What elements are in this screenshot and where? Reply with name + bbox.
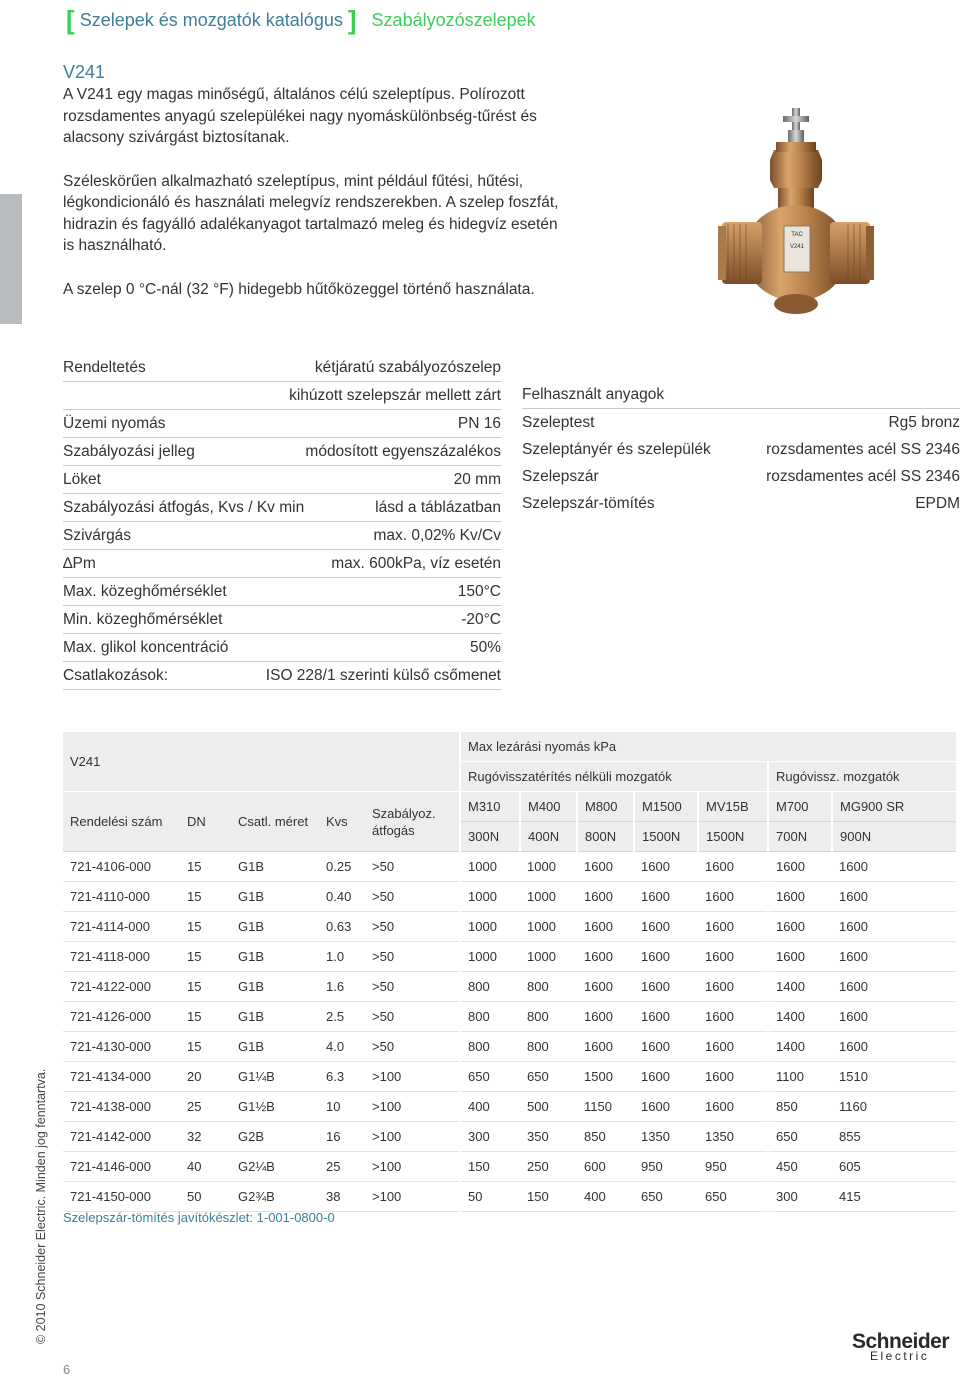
table-row (63, 912, 956, 942)
table-cell: 500 (520, 1092, 577, 1122)
table-cell: 415 (832, 1182, 956, 1212)
table-cell: >100 (365, 1182, 460, 1212)
spec-value: 50% (469, 639, 501, 656)
description-paragraph: A szelep 0 °C-nál (32 °F) hidegebb hűtőközeggel történő használata. (63, 280, 535, 298)
table-cell: 450 (768, 1152, 832, 1182)
table-cell: 800 (520, 972, 577, 1002)
table-cell: 150 (520, 1182, 577, 1212)
table-cell: 1600 (698, 1032, 768, 1062)
col-order-number: Rendelési szám (63, 792, 180, 852)
table-cell: G1B (231, 1032, 319, 1062)
table-cell: 650 (768, 1122, 832, 1152)
table-cell: 1600 (698, 852, 768, 882)
table-cell: G1B (231, 972, 319, 1002)
table-cell: 1000 (520, 882, 577, 912)
table-cell: 1510 (832, 1062, 956, 1092)
repair-kit-note: Szelepszár-tömítés javítókészlet: 1-001-0800-0 (63, 1210, 335, 1225)
table-cell: 15 (180, 912, 231, 942)
table-cell: 1600 (698, 1092, 768, 1122)
spec-label: Löket (63, 471, 101, 488)
spec-value: max. 0,02% Kv/Cv (373, 527, 501, 544)
material-label: Szelepszár-tömítés (522, 495, 655, 512)
table-cell: 1350 (698, 1122, 768, 1152)
table-row (63, 1062, 956, 1092)
actuator-force: 300N (460, 822, 520, 852)
table-cell: 15 (180, 852, 231, 882)
spec-table (63, 355, 501, 691)
header-bracket-open: [ (66, 5, 75, 35)
description-paragraph: Széleskörűen alkalmazható szeleptípus, mint például fűtési, hűtési, légkondicionáló és használati melegvíz rendszerekben. A szelep foszfát, hidrazin és fagyálló adalékanyagot tartalmazó meleg és hidegvíz esetén is használható. (63, 172, 559, 254)
table-cell: 1600 (577, 1032, 634, 1062)
table-cell: 1.6 (319, 972, 365, 1002)
materials-table (522, 382, 960, 518)
table-cell: 1600 (768, 942, 832, 972)
materials-title-row (522, 382, 960, 409)
table-cell: >50 (365, 1032, 460, 1062)
table-row (63, 1182, 956, 1212)
spec-label: Max. glikol koncentráció (63, 639, 229, 656)
valve-label-code: V241 (789, 244, 805, 250)
actuator-name: M700 (768, 792, 832, 822)
table-cell: 1000 (460, 942, 520, 972)
spec-value: max. 600kPa, víz esetén (331, 555, 501, 572)
table-cell: 1350 (634, 1122, 698, 1152)
table-cell: 40 (180, 1152, 231, 1182)
actuator-force: 900N (832, 822, 956, 852)
table-cell: 1600 (768, 912, 832, 942)
table-cell: >50 (365, 882, 460, 912)
table-cell: 850 (768, 1092, 832, 1122)
table-cell: 20 (180, 1062, 231, 1092)
table-cell: 25 (319, 1152, 365, 1182)
material-value: Rg5 bronz (888, 414, 960, 431)
table-cell: 800 (520, 1032, 577, 1062)
table-cell: 38 (319, 1182, 365, 1212)
order-table (63, 732, 956, 1212)
actuator-force: 700N (768, 822, 832, 852)
table-cell: 650 (520, 1062, 577, 1092)
table-cell: 600 (577, 1152, 634, 1182)
table-cell: 15 (180, 942, 231, 972)
table-cell: 10 (319, 1092, 365, 1122)
table-row (63, 1092, 956, 1122)
table-cell: G1B (231, 942, 319, 972)
table-cell: 721-4142-000 (63, 1122, 180, 1152)
table-cell: 400 (577, 1182, 634, 1212)
spring-group-header: Rugóvissz. mozgatók (768, 762, 956, 792)
table-cell: 1600 (634, 882, 698, 912)
spec-label: Min. közeghőmérséklet (63, 611, 223, 628)
table-cell: 0.40 (319, 882, 365, 912)
table-cell: 4.0 (319, 1032, 365, 1062)
product-description (63, 84, 563, 322)
table-cell: 650 (460, 1062, 520, 1092)
table-cell: 721-4118-000 (63, 942, 180, 972)
table-cell: 15 (180, 1002, 231, 1032)
actuator-force: 400N (520, 822, 577, 852)
table-cell: 15 (180, 1032, 231, 1062)
table-cell: 721-4106-000 (63, 852, 180, 882)
material-value: EPDM (915, 495, 960, 512)
table-cell: 1600 (698, 1002, 768, 1032)
table-row (63, 942, 956, 972)
table-cell: >50 (365, 1002, 460, 1032)
material-label: Szeleptest (522, 414, 595, 431)
table-cell: 1600 (832, 882, 956, 912)
material-value: rozsdamentes acél SS 2346 (766, 468, 960, 485)
spec-label: Rendeltetés (63, 359, 146, 376)
spec-row (63, 607, 501, 634)
table-cell: G1B (231, 1002, 319, 1032)
table-cell: 15 (180, 972, 231, 1002)
table-cell: 400 (460, 1092, 520, 1122)
col-dn: DN (180, 792, 231, 852)
spec-value: 20 mm (453, 471, 501, 488)
col-connection: Csatl. méret (231, 792, 319, 852)
table-cell: 1600 (832, 1002, 956, 1032)
table-cell: 1150 (577, 1092, 634, 1122)
material-label: Szelepszár (522, 468, 599, 485)
spec-value: kétjáratú szabályozószelep (314, 359, 501, 376)
table-cell: 721-4110-000 (63, 882, 180, 912)
table-cell: >100 (365, 1122, 460, 1152)
table-cell: 721-4134-000 (63, 1062, 180, 1092)
actuator-name: M400 (520, 792, 577, 822)
spec-row (63, 523, 501, 550)
table-cell: 1600 (832, 912, 956, 942)
table-cell: 1600 (634, 942, 698, 972)
table-cell: 32 (180, 1122, 231, 1152)
table-cell: 721-4130-000 (63, 1032, 180, 1062)
spec-label: Szivárgás (63, 527, 132, 544)
spec-value: módosított egyenszázalékos (305, 443, 501, 460)
table-cell: 50 (180, 1182, 231, 1212)
copyright: © 2010 Schneider Electric. Minden jog fenntartva. (34, 1068, 48, 1344)
table-cell: 721-4126-000 (63, 1002, 180, 1032)
table-row (63, 1152, 956, 1182)
actuator-name: MG900 SR (832, 792, 956, 822)
spec-label: ∆Pm (63, 555, 96, 572)
table-cell: 250 (520, 1152, 577, 1182)
table-cell: 800 (460, 972, 520, 1002)
actuator-force: 1500N (698, 822, 768, 852)
max-pressure-header: Max lezárási nyomás kPa (460, 732, 956, 762)
table-cell: 1000 (460, 882, 520, 912)
table-cell: 721-4150-000 (63, 1182, 180, 1212)
table-cell: 1600 (832, 942, 956, 972)
table-cell: >100 (365, 1062, 460, 1092)
spec-row (63, 663, 501, 690)
table-product-name: V241 (63, 732, 460, 792)
description-paragraph: A V241 egy magas minőségű, általános célú szeleptípus. Polírozott rozsdamentes anyagú szelepülékei nagy nyomáskülönbség-tűrést és alacsony szivárgást biztosítanak. (63, 86, 537, 146)
spec-row (63, 355, 501, 382)
table-cell: G2B (231, 1122, 319, 1152)
actuator-name: MV15B (698, 792, 768, 822)
table-cell: 1600 (832, 1032, 956, 1062)
material-row (522, 410, 960, 436)
table-cell: 1600 (634, 972, 698, 1002)
table-cell: 15 (180, 882, 231, 912)
table-cell: 1.0 (319, 942, 365, 972)
col-kvs: Kvs (319, 792, 365, 852)
valve-label-brand: TAC (791, 232, 803, 238)
table-cell: 1000 (460, 852, 520, 882)
table-cell: 800 (520, 1002, 577, 1032)
table-cell: 605 (832, 1152, 956, 1182)
table-cell: 1600 (577, 912, 634, 942)
table-cell: 2.5 (319, 1002, 365, 1032)
table-cell: 50 (460, 1182, 520, 1212)
table-cell: 1400 (768, 1002, 832, 1032)
material-value: rozsdamentes acél SS 2346 (766, 441, 960, 458)
spec-row (63, 551, 501, 578)
spec-label: Szabályozási átfogás, Kvs / Kv min (63, 499, 305, 516)
table-cell: 1000 (520, 852, 577, 882)
table-cell: G2¾B (231, 1182, 319, 1212)
table-cell: 950 (698, 1152, 768, 1182)
table-cell: G1¼B (231, 1062, 319, 1092)
table-cell: 1600 (832, 852, 956, 882)
spec-row (63, 411, 501, 438)
section-title: Szabályozószelepek (371, 10, 536, 30)
header-bracket-close: ] (347, 5, 357, 35)
table-cell: 1600 (634, 1092, 698, 1122)
table-cell: 300 (460, 1122, 520, 1152)
table-cell: 6.3 (319, 1062, 365, 1092)
table-cell: 1600 (698, 882, 768, 912)
table-cell: >100 (365, 1092, 460, 1122)
spec-value: PN 16 (457, 415, 501, 432)
table-cell: 0.63 (319, 912, 365, 942)
table-cell: 1600 (768, 852, 832, 882)
table-cell: 150 (460, 1152, 520, 1182)
materials-title: Felhasznált anyagok (522, 386, 665, 403)
spec-value: lásd a táblázatban (375, 499, 501, 516)
product-title: V241 (63, 62, 106, 82)
page-header (66, 2, 536, 33)
table-cell: 1600 (634, 1002, 698, 1032)
table-cell: 850 (577, 1122, 634, 1152)
table-cell: 1000 (520, 912, 577, 942)
table-row (63, 972, 956, 1002)
spec-row (63, 467, 501, 494)
actuator-name: M310 (460, 792, 520, 822)
material-row (522, 437, 960, 463)
logo-sub: Electric (870, 1349, 930, 1363)
table-cell: 950 (634, 1152, 698, 1182)
table-cell: 1600 (634, 1062, 698, 1092)
catalog-title: Szelepek és mozgatók katalógus (79, 10, 343, 30)
table-cell: 1600 (698, 942, 768, 972)
table-cell: 1600 (698, 972, 768, 1002)
table-cell: 650 (634, 1182, 698, 1212)
side-marker (0, 194, 22, 324)
col-range: Szabályoz. átfogás (365, 792, 460, 852)
table-cell: 1600 (698, 912, 768, 942)
table-cell: 721-4146-000 (63, 1152, 180, 1182)
table-cell: 1600 (832, 972, 956, 1002)
spec-row (63, 635, 501, 662)
spec-row (63, 495, 501, 522)
spec-value: ISO 228/1 szerinti külső csőmenet (265, 667, 501, 684)
table-cell: G1B (231, 882, 319, 912)
table-row (63, 882, 956, 912)
table-header-row (63, 732, 956, 762)
table-cell: 1600 (577, 942, 634, 972)
actuator-name: M800 (577, 792, 634, 822)
spec-row (63, 383, 501, 410)
table-cell: 1160 (832, 1092, 956, 1122)
table-cell: 1400 (768, 1032, 832, 1062)
table-cell: >50 (365, 942, 460, 972)
schneider-logo (852, 1330, 958, 1363)
table-cell: 1600 (577, 852, 634, 882)
spec-row (63, 579, 501, 606)
table-cell: 721-4122-000 (63, 972, 180, 1002)
table-cell: 1600 (634, 1032, 698, 1062)
table-cell: 1400 (768, 972, 832, 1002)
table-cell: 300 (768, 1182, 832, 1212)
material-label: Szeleptányér és szelepülék (522, 441, 711, 458)
spec-value: -20°C (461, 611, 501, 628)
table-cell: 1600 (634, 912, 698, 942)
table-cell: 0.25 (319, 852, 365, 882)
table-cell: 800 (460, 1032, 520, 1062)
actuator-force: 800N (577, 822, 634, 852)
table-cell: G1B (231, 912, 319, 942)
spec-label: Csatlakozások: (63, 667, 169, 684)
table-cell: 25 (180, 1092, 231, 1122)
table-cell: >100 (365, 1152, 460, 1182)
actuator-name: M1500 (634, 792, 698, 822)
actuator-force: 1500N (634, 822, 698, 852)
table-cell: 650 (698, 1182, 768, 1212)
table-cell: 1600 (577, 1002, 634, 1032)
material-row (522, 464, 960, 490)
spec-row (63, 439, 501, 466)
table-cell: 1600 (768, 882, 832, 912)
table-cell: 1000 (460, 912, 520, 942)
table-row (63, 1032, 956, 1062)
table-cell: 721-4138-000 (63, 1092, 180, 1122)
table-cell: 1100 (768, 1062, 832, 1092)
table-cell: 350 (520, 1122, 577, 1152)
spec-label: Szabályozási jelleg (63, 443, 195, 460)
spec-label: Max. közeghőmérséklet (63, 583, 227, 600)
valve-image (712, 108, 882, 320)
table-cell: 855 (832, 1122, 956, 1152)
table-actuator-row (63, 792, 956, 822)
page-number: 6 (63, 1362, 71, 1377)
table-cell: 1000 (520, 942, 577, 972)
table-cell: G1½B (231, 1092, 319, 1122)
table-cell: >50 (365, 852, 460, 882)
table-row (63, 1002, 956, 1032)
spec-value: 150°C (457, 583, 501, 600)
table-row (63, 1122, 956, 1152)
spec-label: Üzemi nyomás (63, 415, 166, 432)
table-cell: 1600 (577, 972, 634, 1002)
table-row (63, 852, 956, 882)
logo-brand: Schneider (852, 1330, 950, 1353)
nonspring-group-header: Rugóvisszatérítés nélküli mozgatók (460, 762, 768, 792)
table-cell: 1600 (698, 1062, 768, 1092)
table-cell: 800 (460, 1002, 520, 1032)
spec-value: kihúzott szelepszár mellett zárt (289, 387, 501, 404)
table-cell: G1B (231, 852, 319, 882)
table-cell: 1600 (634, 852, 698, 882)
material-row (522, 491, 960, 517)
table-cell: 16 (319, 1122, 365, 1152)
table-cell: >50 (365, 912, 460, 942)
table-cell: 721-4114-000 (63, 912, 180, 942)
table-cell: 1600 (577, 882, 634, 912)
table-cell: >50 (365, 972, 460, 1002)
table-cell: 1500 (577, 1062, 634, 1092)
table-cell: G2¼B (231, 1152, 319, 1182)
